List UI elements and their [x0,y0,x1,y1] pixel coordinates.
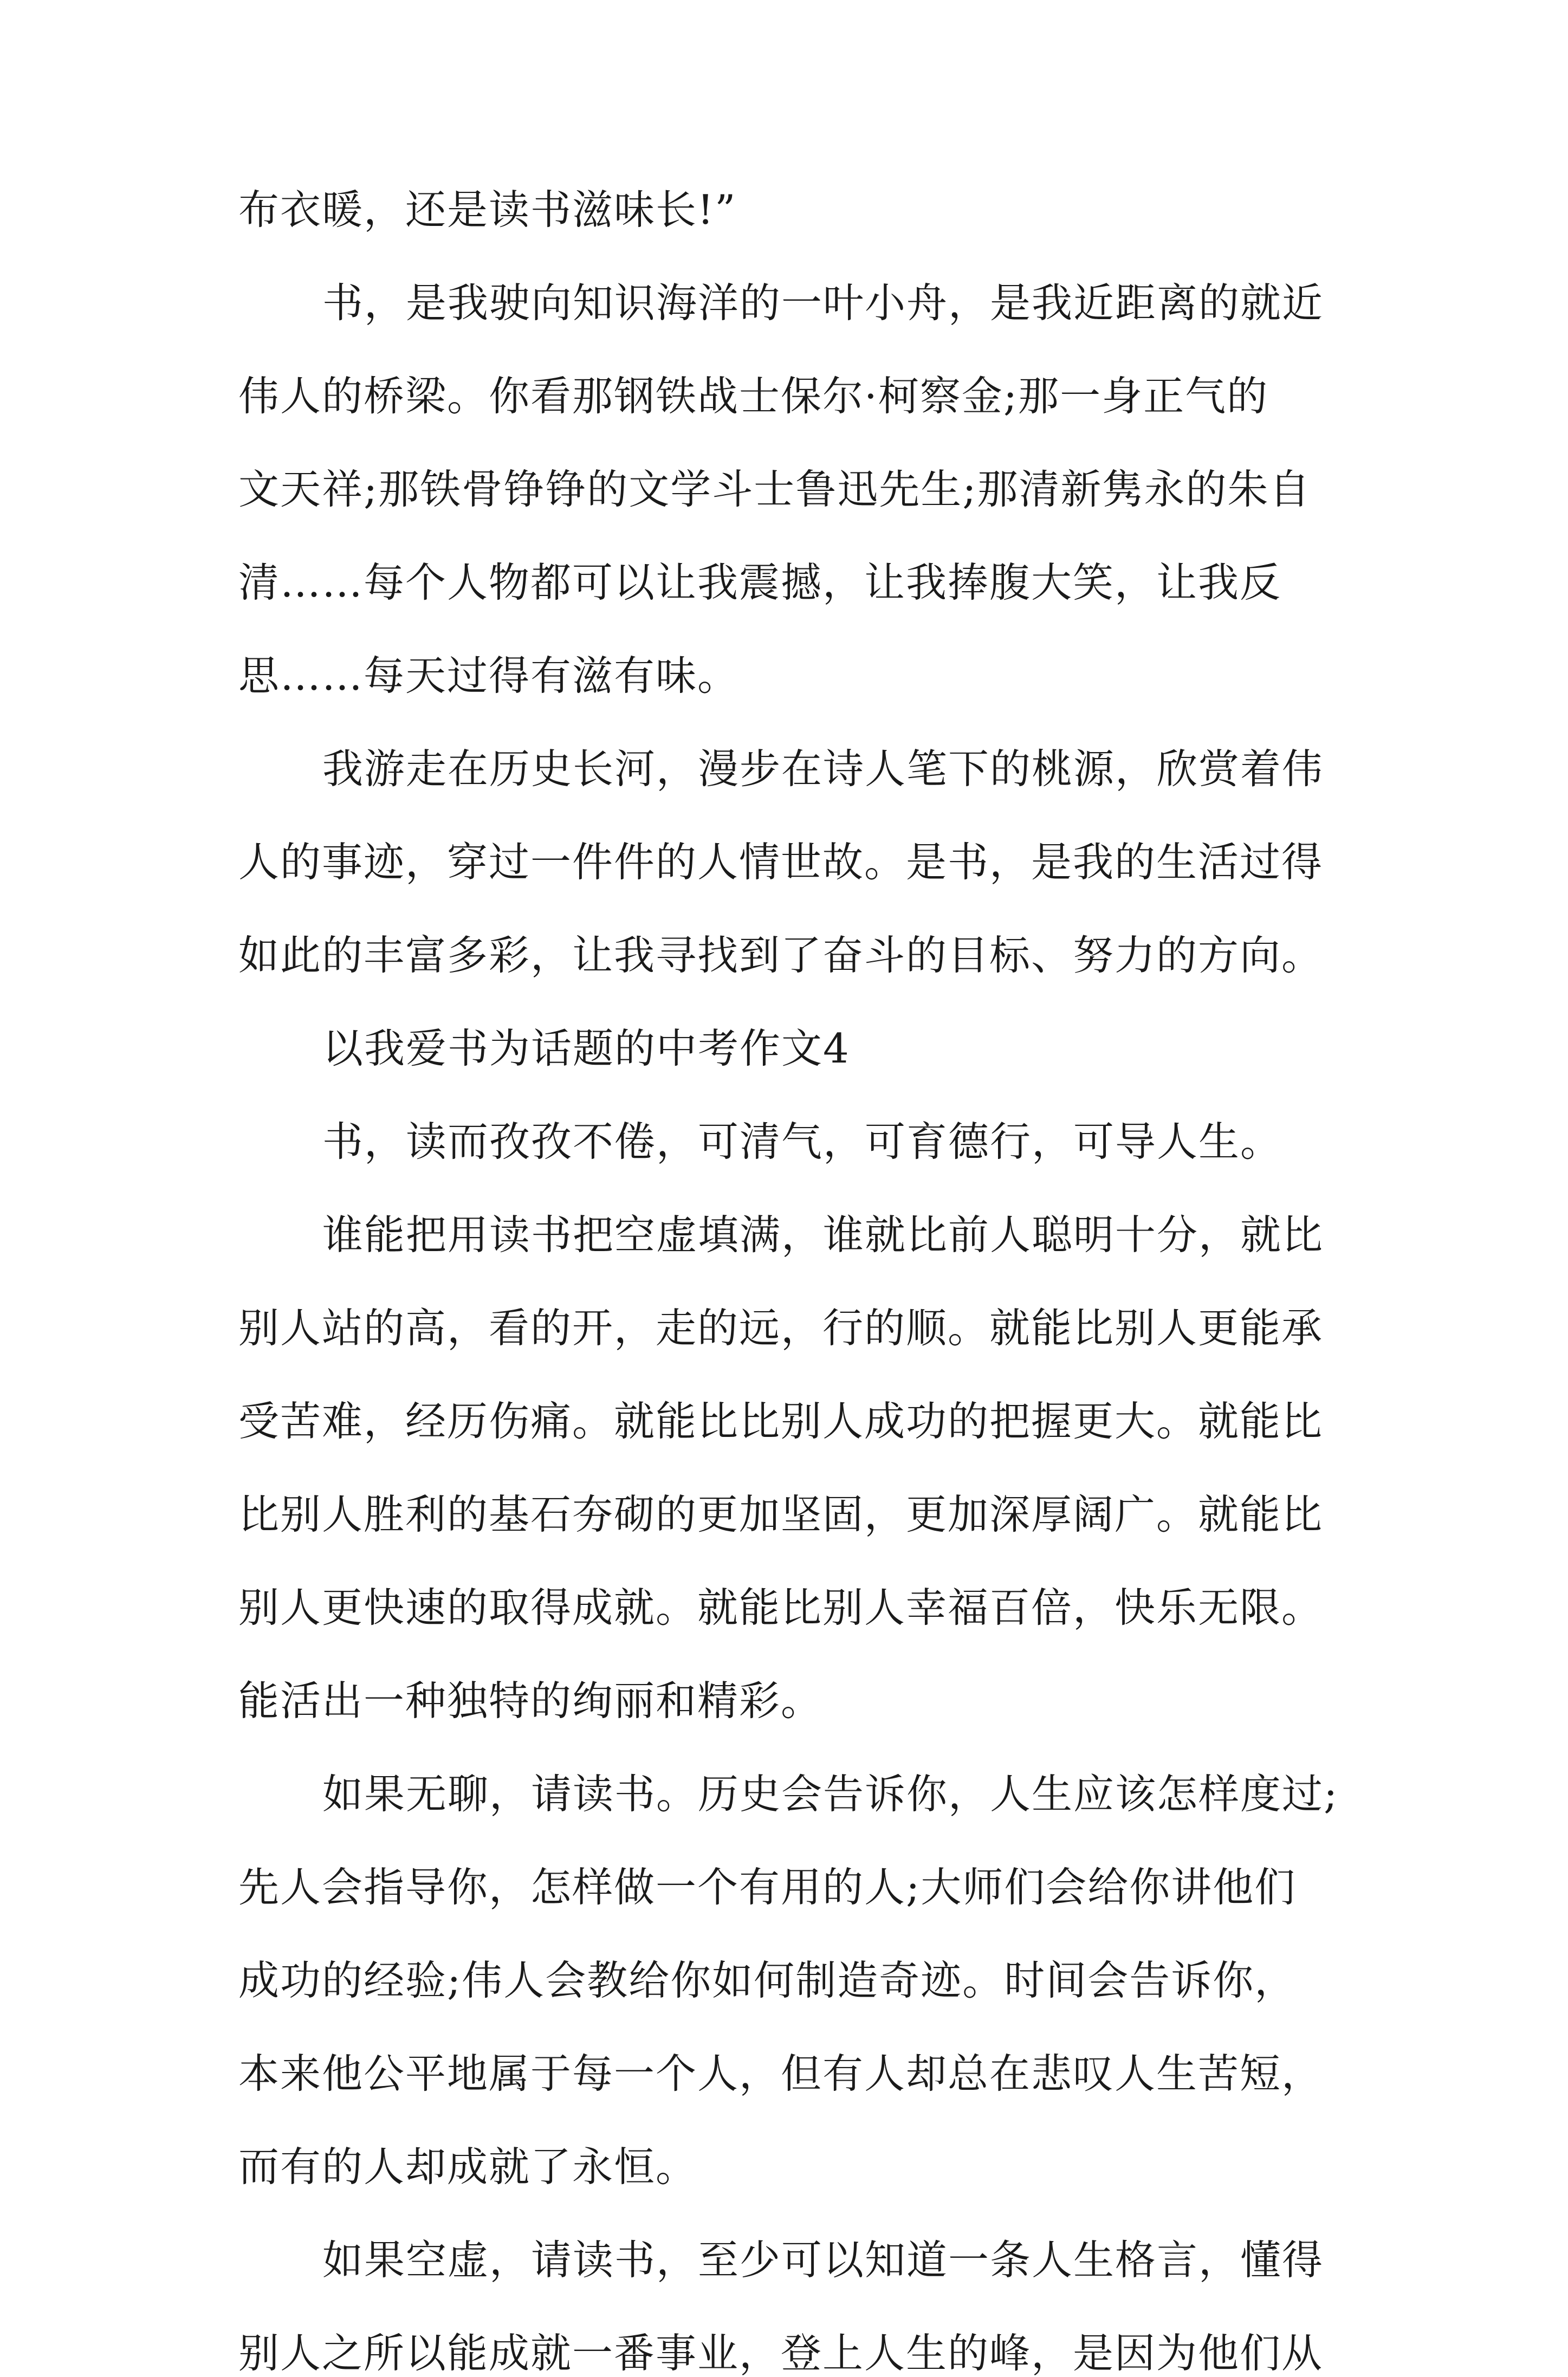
text-line: 比别人胜利的基石夯砌的更加坚固，更加深厚阔广。就能比 [238,1491,1324,1538]
text-line: 别人更快速的取得成就。就能比别人幸福百倍，快乐无限。 [238,1584,1324,1631]
paragraph-start-line: 如果空虚，请读书，至少可以知道一条人生格言，懂得 [322,2236,1324,2284]
text-line: 文天祥;那铁骨铮铮的文学斗士鲁迅先生;那清新隽永的朱自 [238,465,1311,513]
text-line: 先人会指导你，怎样做一个有用的人;大师们会给你讲他们 [238,1863,1297,1911]
paragraph-start-line: 书，是我驶向知识海洋的一叶小舟，是我近距离的就近 [322,279,1324,327]
text-line: 思……每天过得有滋有味。 [238,652,740,700]
text-line: 伟人的桥梁。你看那钢铁战士保尔·柯察金;那一身正气的 [238,372,1269,420]
text-line: 本来他公平地属于每一个人，但有人却总在悲叹人生苦短， [238,2050,1324,2097]
paragraph-start-line: 我游走在历史长河，漫步在诗人笔下的桃源，欣赏着伟 [322,745,1324,793]
text-line: 能活出一种独特的绚丽和精彩。 [238,1677,823,1725]
paragraph-start-line: 书，读而孜孜不倦，可清气，可育德行，可导人生。 [322,1118,1282,1165]
text-line: 而有的人却成就了永恒。 [238,2143,698,2191]
text-line: 成功的经验;伟人会教给你如何制造奇迹。时间会告诉你， [238,1957,1297,2004]
text-line: 别人站的高，看的开，走的远，行的顺。就能比别人更能承 [238,1304,1324,1352]
paragraph-start-line: 谁能把用读书把空虚填满，谁就比前人聪明十分，就比 [322,1211,1324,1259]
text-line: 人的事迹，穿过一件件的人情世故。是书，是我的生活过得 [238,838,1324,886]
text-line: 如此的丰富多彩，让我寻找到了奋斗的目标、努力的方向。 [238,931,1324,979]
text-line: 别人之所以能成就一番事业，登上人生的峰，是因为他们从 [238,2329,1324,2377]
text-line: 清……每个人物都可以让我震撼，让我捧腹大笑，让我反 [238,559,1282,606]
text-line: 布衣暖，还是读书滋味长!” [238,186,737,234]
paragraph-start-line: 如果无聊，请读书。历史会告诉你，人生应该怎样度过; [322,1770,1339,1818]
text-line: 受苦难，经历伤痛。就能比比别人成功的把握更大。就能比 [238,1397,1324,1445]
section-heading: 以我爱书为话题的中考作文4 [322,1025,850,1072]
